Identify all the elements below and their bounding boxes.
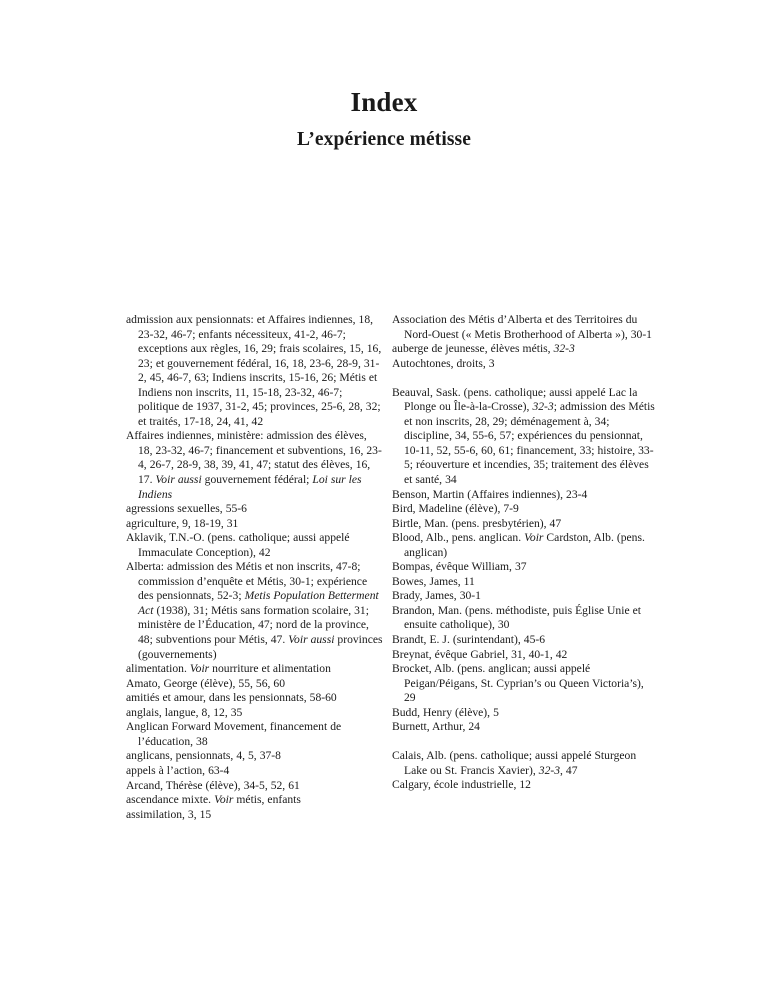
index-entry: Beauval, Sask. (pens. catholique; aussi appelé Lac la Plonge ou Île-à-la-Crosse), 32-3; admission des Métis et non inscrits, 28, 29; déménagement à, 34; discipline, 34, 55-6, 57; expériences du pensionnat, 10-11, 52, 55-6, 60, 61; financement, 33; histoire, 33-5; réouverture et incendies, 35; traitement des élèves et santé, 34 (392, 385, 655, 486)
index-entry: Breynat, évêque Gabriel, 31, 40-1, 42 (392, 647, 568, 661)
index-entry: Bird, Madeline (élève), 7-9 (392, 502, 519, 516)
index-entry: Amato, George (élève), 55, 56, 60 (126, 676, 286, 690)
index-entry: Autochtones, droits, 3 (392, 356, 495, 370)
index-entry: Arcand, Thérèse (élève), 34-5, 52, 61 (126, 778, 300, 792)
index-entry: agriculture, 9, 18-19, 31 (126, 516, 239, 530)
index-entry: appels à l’action, 63-4 (126, 763, 230, 777)
page-title: Index (350, 87, 418, 117)
index-column-left (126, 313, 392, 822)
index-entry: Blood, Alb., pens. anglican. Voir Cardston, Alb. (pens. anglican) (392, 531, 645, 559)
index-entry: Budd, Henry (élève), 5 (392, 705, 499, 719)
index-entry: anglais, langue, 8, 12, 35 (126, 705, 243, 719)
index-entry: agressions sexuelles, 55-6 (126, 502, 247, 516)
index-entry: Brady, James, 30-1 (392, 589, 481, 603)
index-entry: amitiés et amour, dans les pensionnats, 58-60 (126, 691, 337, 705)
index-entry: Calais, Alb. (pens. catholique; aussi appelé Sturgeon Lake ou St. Francis Xavier), 32-3, 47 (392, 749, 637, 777)
index-letter-group (392, 749, 656, 793)
index-entry: alimentation. Voir nourriture et alimentation (126, 662, 331, 676)
index-column-right (392, 313, 656, 793)
index-entry: Bowes, James, 11 (392, 574, 475, 588)
index-entry: Brocket, Alb. (pens. anglican; aussi appelé Peigan/Péigans, St. Cyprian’s ou Queen Victoria’s), 29 (392, 662, 644, 705)
index-entry: assimilation, 3, 15 (126, 807, 212, 821)
index-entry: Bompas, évêque William, 37 (392, 560, 527, 574)
index-entry: Affaires indiennes, ministère: admission des élèves, 18, 23-32, 46-7; financement et subventions, 16, 23-4, 26-7, 28-9, 38, 39, 41, 47; statut des élèves, 16, 17. Voir aussi gouvernement fédéral; Loi sur les Indiens (126, 429, 382, 501)
index-entry: Alberta: admission des Métis et non inscrits, 47-8; commission d’enquête et Métis, 30-1; expérience des pensionnats, 52-3; Metis Population Betterment Act (1938), 31; Métis sans formation scolaire, 31; ministère de l’Éducation, 47; nord de la province, 48; subventions pour Métis, 47. Voir aussi provinces (gouvernements) (126, 560, 383, 661)
index-entry: Benson, Martin (Affaires indiennes), 23-4 (392, 487, 588, 501)
index-entry: anglicans, pensionnats, 4, 5, 37-8 (126, 749, 281, 763)
page-header (0, 88, 768, 150)
page-subtitle: L’expérience métisse (296, 128, 471, 150)
index-letter-group (126, 313, 384, 822)
index-entry: admission aux pensionnats: et Affaires indiennes, 18, 23-32, 46-7; enfants nécessiteux, 41-2, 46-7; exceptions aux règles, 16, 29; frais scolaires, 15, 16, 23; et gouvernement fédéral, 16, 18, 23-6, 28-9, 31-2, 45, 46-7, 63; Indiens inscrits, 15-16, 26; Métis et Indiens non inscrits, 11, 15-18, 23-32, 46-7; politique de 1937, 31-2, 45; provinces, 25-6, 28, 32; et traités, 17-18, 24, 41, 42 (126, 313, 382, 428)
index-entry: ascendance mixte. Voir métis, enfants (126, 793, 301, 807)
index-entry: Anglican Forward Movement, financement de l’éducation, 38 (126, 720, 342, 748)
index-columns (0, 313, 768, 822)
index-letter-group (392, 386, 656, 735)
index-letter-group (392, 313, 656, 371)
index-entry: Burnett, Arthur, 24 (392, 720, 480, 734)
index-entry: Brandt, E. J. (surintendant), 45-6 (392, 632, 546, 646)
index-entry: Birtle, Man. (pens. presbytérien), 47 (392, 516, 562, 530)
index-entry: Brandon, Man. (pens. méthodiste, puis Église Unie et ensuite catholique), 30 (392, 603, 641, 632)
index-entry: Association des Métis d’Alberta et des Territoires du Nord-Ouest (« Metis Brotherhood of Alberta »), 30-1 (392, 313, 652, 341)
index-entry: auberge de jeunesse, élèves métis, 32-3 (392, 342, 575, 356)
index-entry: Aklavik, T.N.-O. (pens. catholique; aussi appelé Immaculate Conception), 42 (126, 531, 350, 559)
index-entry: Calgary, école industrielle, 12 (392, 778, 531, 792)
